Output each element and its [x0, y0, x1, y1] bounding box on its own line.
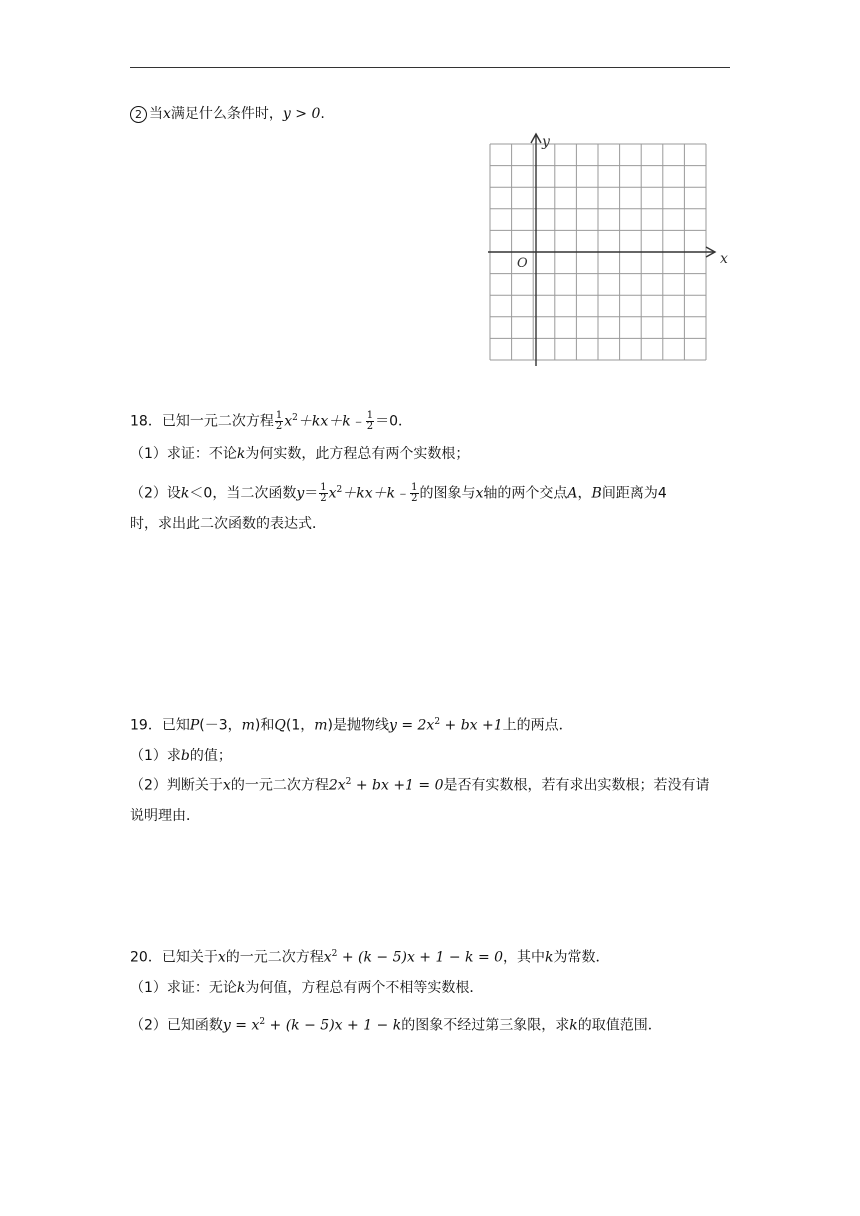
- q17-part2: 2 当x满足什么条件时，y > 0.: [130, 104, 325, 124]
- y-axis-label: y: [542, 134, 550, 150]
- header-rule: [130, 67, 730, 68]
- fraction-half: $\frac{1}{2}$: [275, 410, 283, 433]
- q18-part2-line2: 时，求出此二次函数的表达式．: [130, 516, 326, 532]
- q19-part1: （1）求b的值；: [130, 748, 232, 764]
- fraction-half: $\frac{1}{2}$: [366, 410, 374, 433]
- x-axis-label: x: [720, 251, 728, 267]
- origin-label: O: [517, 256, 528, 271]
- q18-part2: （2）设k＜0，当二次函数y＝ $\frac{1}{2}$ $x^2+kx+k﹣$ $\frac{1}{2}$ 的图象与x轴的两个交点A，B间距离为4: [130, 482, 667, 505]
- q18-stem: 18．已知一元二次方程 $\frac{1}{2}$ $x^2+kx+k﹣$ $\frac{1}{2}$ ＝0．: [130, 410, 413, 433]
- q19-part2-line2: 说明理由．: [130, 808, 200, 824]
- circled-number: 2: [130, 106, 147, 123]
- q19-stem: 19．已知P(－3，m)和Q(1，m)是抛物线$y = 2x^2$ + bx +1上的两点．: [130, 717, 573, 734]
- coordinate-grid: [484, 130, 734, 372]
- q20-part2: （2）已知函数$y = x^2 + (k - 5)x + 1 - k$的图象不经过第三象限，求k的取值范围．: [130, 1017, 662, 1034]
- q18-part1: （1）求证：不论k为何实数，此方程总有两个实数根；: [130, 446, 470, 462]
- q19-part2: （2）判断关于x的一元二次方程$2x^2$ + bx +1 = 0是否有实数根，若有求出实数根；若没有请: [130, 777, 710, 794]
- q20-part1: （1）求证：无论k为何值，方程总有两个不相等实数根．: [130, 980, 484, 996]
- q20-stem: 20．已知关于x的一元二次方程$x^2 + (k - 5)x + 1 - k = 0$，其中k为常数．: [130, 949, 610, 966]
- inequality: y > 0: [282, 106, 321, 122]
